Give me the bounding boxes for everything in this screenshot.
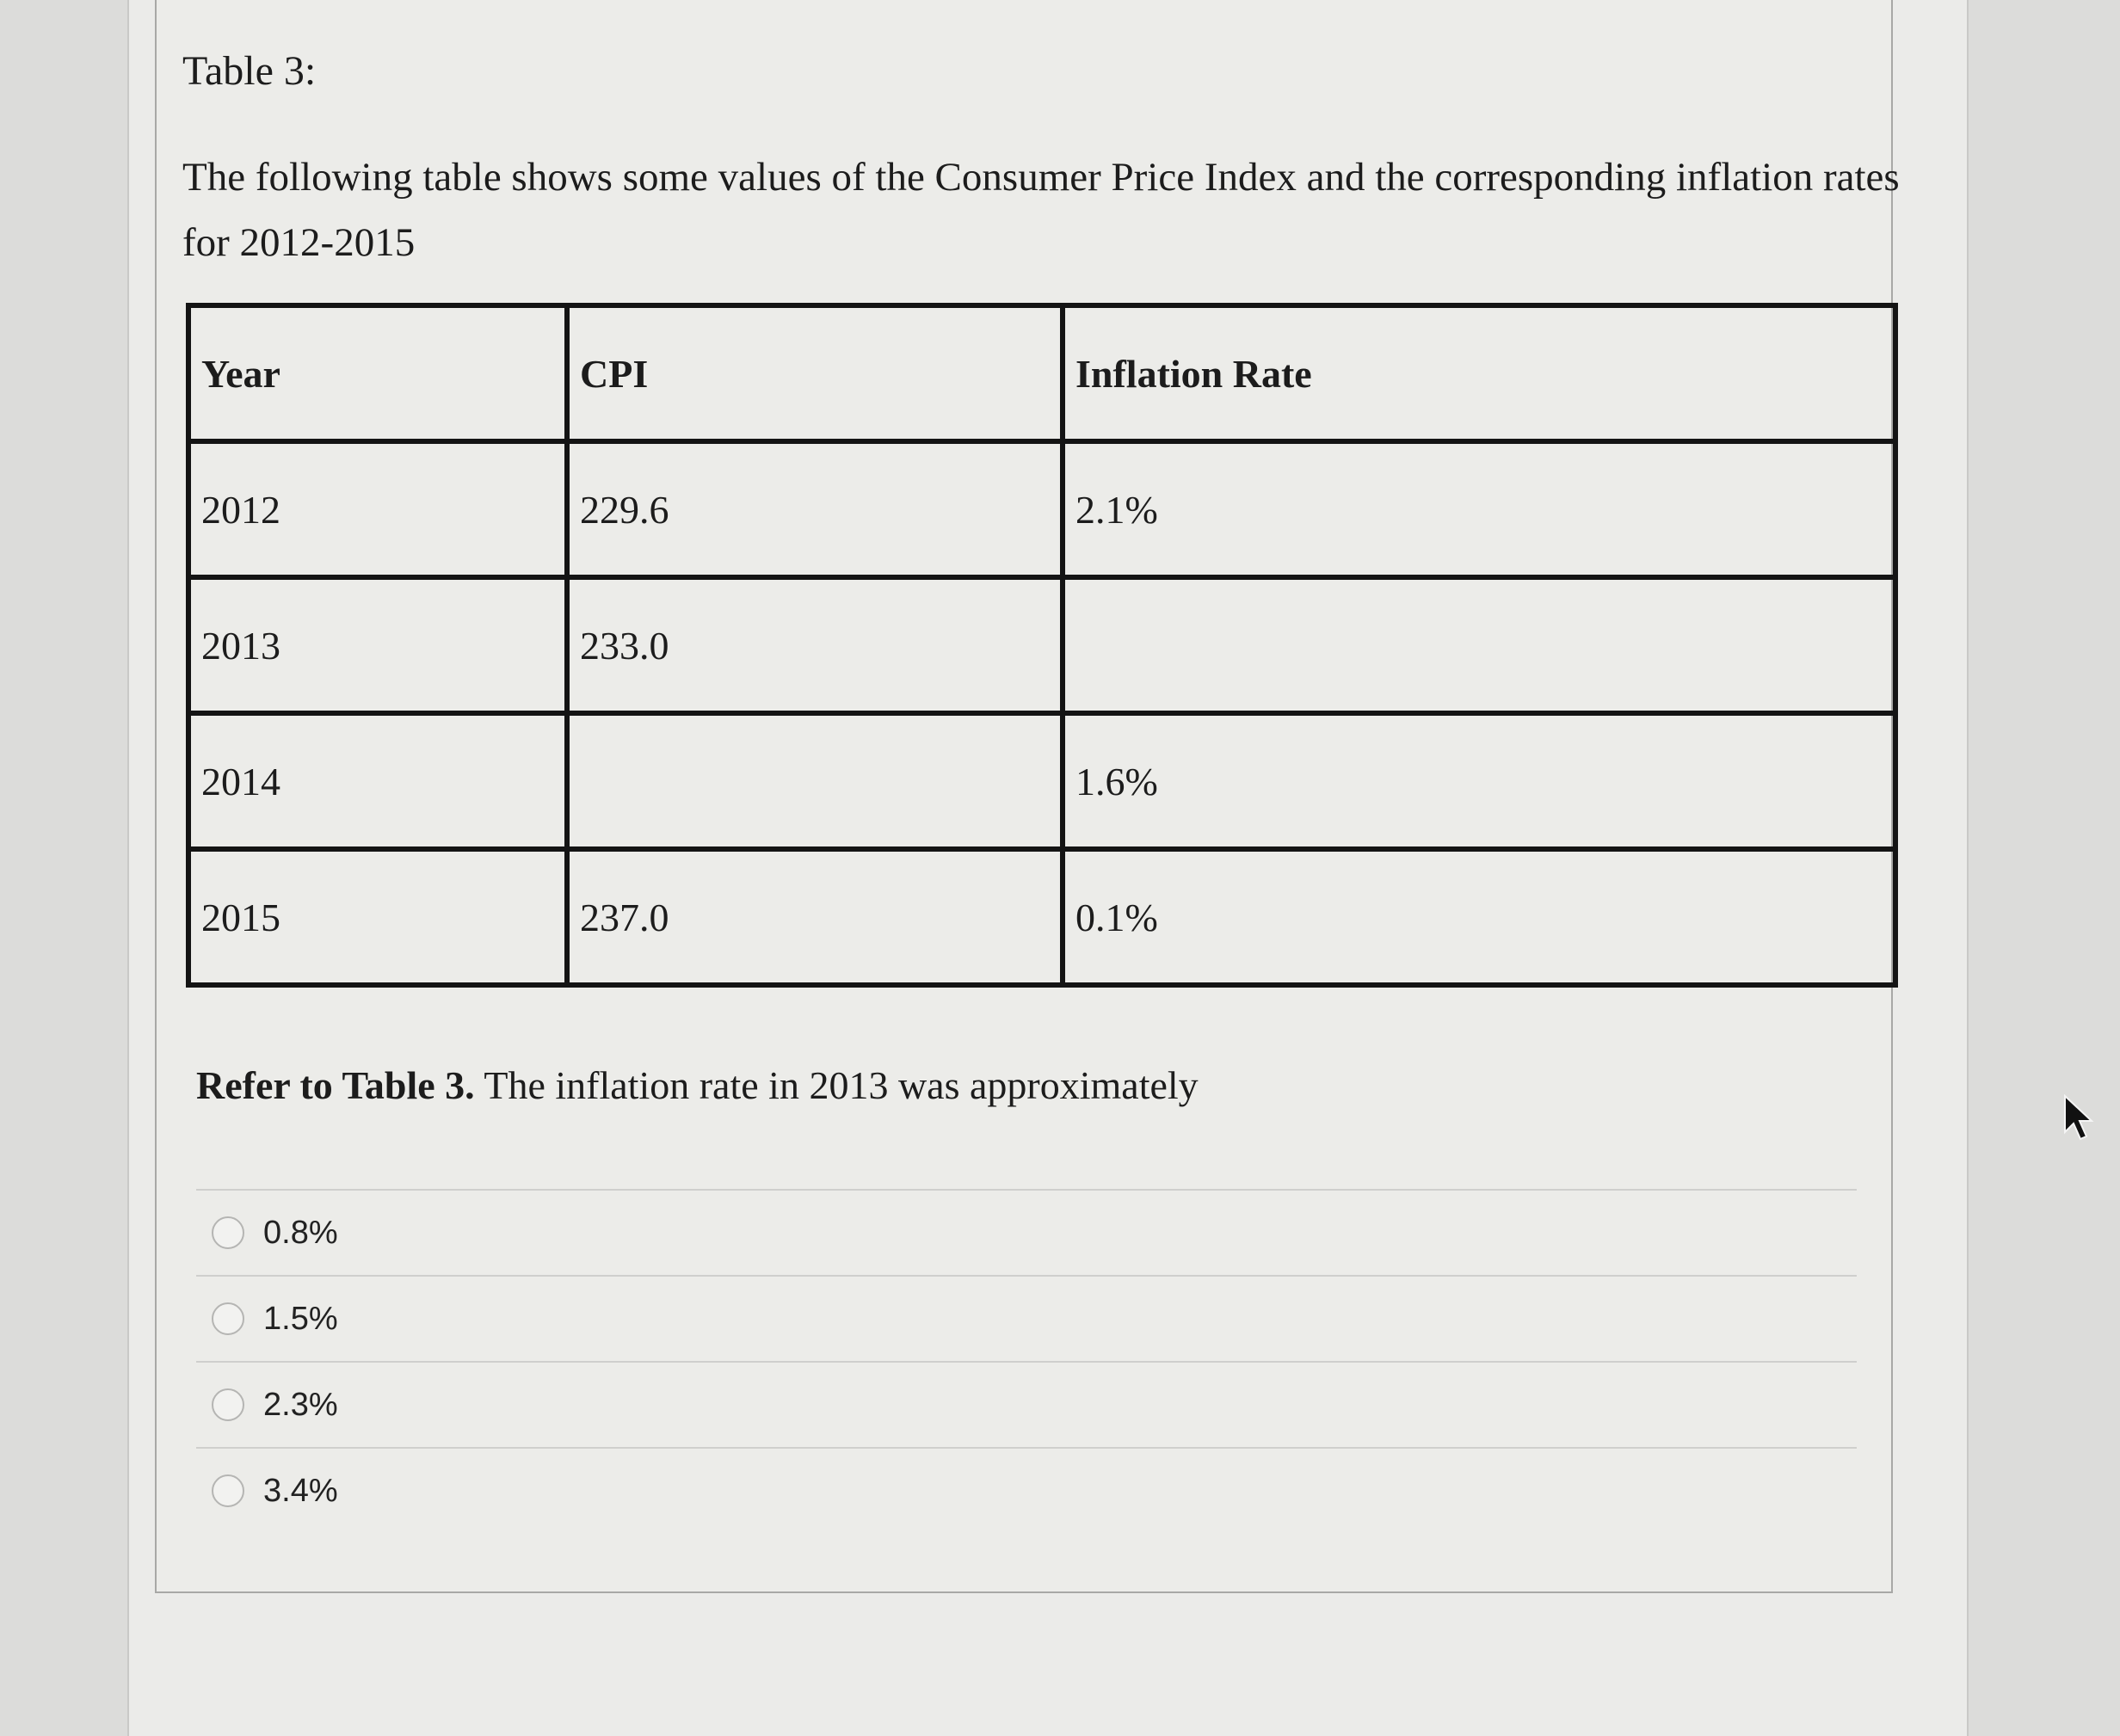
cell-cpi: 233.0 xyxy=(567,577,1063,713)
cell-inflation: 2.1% xyxy=(1063,441,1895,577)
question-body: The inflation rate in 2013 was approximately xyxy=(474,1063,1199,1107)
table-row xyxy=(188,577,1895,713)
answer-options xyxy=(196,1189,1857,1533)
cell-cpi: 229.6 xyxy=(567,441,1063,577)
radio-icon[interactable] xyxy=(212,1302,244,1335)
mouse-pointer-icon xyxy=(2061,1094,2096,1141)
table-row xyxy=(188,849,1895,985)
answer-option-3[interactable] xyxy=(196,1361,1857,1447)
answer-option-4[interactable] xyxy=(196,1447,1857,1533)
table-row xyxy=(188,441,1895,577)
cell-year: 2013 xyxy=(188,577,567,713)
radio-icon[interactable] xyxy=(212,1474,244,1507)
cell-inflation: 1.6% xyxy=(1063,713,1895,849)
answer-option-label: 3.4% xyxy=(263,1472,338,1509)
answer-option-2[interactable] xyxy=(196,1275,1857,1361)
table-row xyxy=(188,713,1895,849)
radio-icon[interactable] xyxy=(212,1216,244,1249)
cell-inflation: 0.1% xyxy=(1063,849,1895,985)
answer-option-label: 1.5% xyxy=(263,1300,338,1337)
cpi-table xyxy=(186,303,1898,988)
cell-cpi: 237.0 xyxy=(567,849,1063,985)
cell-inflation xyxy=(1063,577,1895,713)
table-label: Table 3: xyxy=(182,48,317,94)
cell-cpi xyxy=(567,713,1063,849)
answer-option-1[interactable] xyxy=(196,1189,1857,1275)
cell-year: 2012 xyxy=(188,441,567,577)
header-cpi: CPI xyxy=(567,305,1063,441)
cell-year: 2014 xyxy=(188,713,567,849)
radio-icon[interactable] xyxy=(212,1388,244,1421)
cell-year: 2015 xyxy=(188,849,567,985)
answer-option-label: 2.3% xyxy=(263,1386,338,1423)
header-inflation-rate: Inflation Rate xyxy=(1063,305,1895,441)
header-year: Year xyxy=(188,305,567,441)
table-header-row xyxy=(188,305,1895,441)
table-intro-text: The following table shows some values of the Consumer Price Index and the corresponding inflation rates for 2012-2015 xyxy=(182,155,1900,265)
answer-option-label: 0.8% xyxy=(263,1214,338,1251)
question-text xyxy=(196,1062,1199,1108)
question-prefix: Refer to Table 3. xyxy=(196,1063,475,1107)
